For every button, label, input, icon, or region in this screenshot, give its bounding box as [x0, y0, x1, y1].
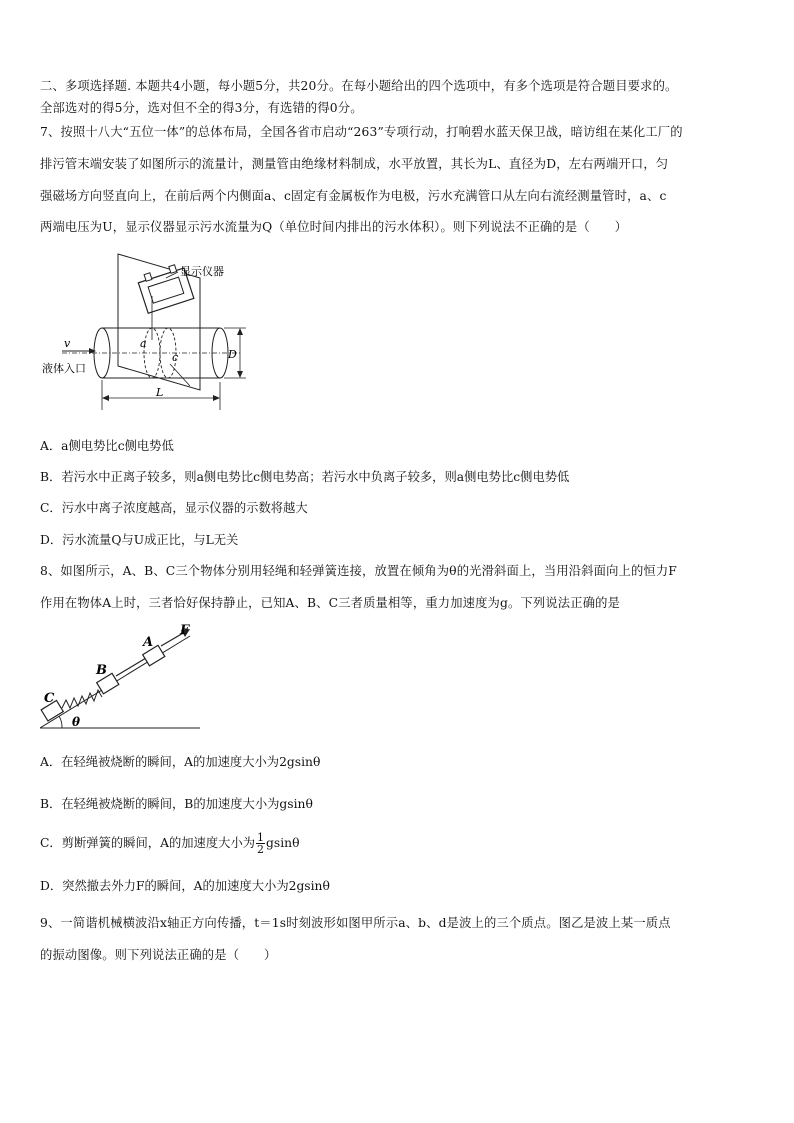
length-label: L — [156, 386, 164, 399]
inlet-label: 液体入口 — [42, 362, 86, 375]
section-header-line1: 二、多项选择题. 本题共4小题，每小题5分，共20分。在每小题给出的四个选项中，有多个选项是符合题目要求的。 — [40, 79, 678, 93]
flowmeter-figure — [40, 248, 270, 420]
q8-option-c-suffix: gsinθ — [266, 836, 300, 850]
fraction-numerator: 1 — [257, 831, 265, 844]
q8-option-c-prefix: C．剪断弹簧的瞬间，A的加速度大小为 — [40, 836, 256, 850]
q8-option-a: A．在轻绳被烧断的瞬间，A的加速度大小为2gsinθ — [40, 755, 321, 769]
force-f-label: F — [180, 623, 190, 638]
block-b-label: B — [96, 663, 107, 678]
q9-stem-line1: 9、一简谐机械横波沿x轴正方向传播，t＝1s时刻波形如图甲所示a、b、d是波上的三个质点。图乙是波上某一质点 — [40, 916, 671, 930]
fraction-denominator: 2 — [257, 843, 265, 856]
q7-stem-line3: 强磁场方向竖直向上，在前后两个内侧面a、c固定有金属板作为电极，污水充满管口从左向右流经测量管时，a、c — [40, 189, 667, 203]
q7-stem-line1: 7、按照十八大“五位一体”的总体布局，全国各省市启动“263”专项行动，打响碧水蓝天保卫战，暗访组在某化工厂的 — [40, 125, 683, 139]
q7-stem-line2: 排污管末端安装了如图所示的流量计，测量管由绝缘材料制成，水平放置，其长为L、直径为D，左右两端开口，匀 — [40, 157, 669, 171]
angle-theta-label: θ — [72, 715, 81, 729]
q7-stem-line4: 两端电压为U，显示仪器显示污水流量为Q（单位时间内排出的污水体积）。则下列说法不正确的是（ ） — [40, 220, 628, 234]
q7-option-c: C．污水中离子浓度越高，显示仪器的示数将越大 — [40, 501, 308, 515]
fraction-one-half — [256, 832, 265, 855]
block-c-label: C — [44, 691, 55, 706]
q7-option-d: D．污水流量Q与U成正比，与L无关 — [40, 533, 239, 547]
display-instrument-label: 显示仪器 — [180, 265, 224, 278]
q8-option-d: D．突然撤去外力F的瞬间，A的加速度大小为2gsinθ — [40, 879, 330, 893]
electrode-a-label: a — [140, 337, 147, 350]
q9-stem-line2: 的振动图像。则下列说法正确的是（ ） — [40, 948, 277, 962]
diameter-label: D — [228, 348, 237, 361]
q7-option-b: B．若污水中正离子较多，则a侧电势比c侧电势高；若污水中负离子较多，则a侧电势比c侧电势低 — [40, 470, 570, 484]
q8-option-c — [40, 830, 300, 856]
block-a-label: A — [143, 635, 154, 650]
q7-option-a: A．a侧电势比c侧电势低 — [40, 439, 174, 453]
q8-stem-line2: 作用在物体A上时，三者恰好保持静止，已知A、B、C三者质量相等，重力加速度为g。下列说法正确的是 — [40, 596, 621, 610]
q8-option-b: B．在轻绳被烧断的瞬间，B的加速度大小为gsinθ — [40, 797, 313, 811]
electrode-c-label: c — [172, 351, 179, 364]
incline-figure — [40, 620, 210, 736]
section-header-line2: 全部选对的得5分，选对但不全的得3分，有选错的得0分。 — [40, 101, 363, 115]
q8-stem-line1: 8、如图所示，A、B、C三个物体分别用轻绳和轻弹簧连接，放置在倾角为θ的光滑斜面上，当用沿斜面向上的恒力F — [40, 564, 677, 578]
velocity-label: v — [64, 337, 71, 350]
